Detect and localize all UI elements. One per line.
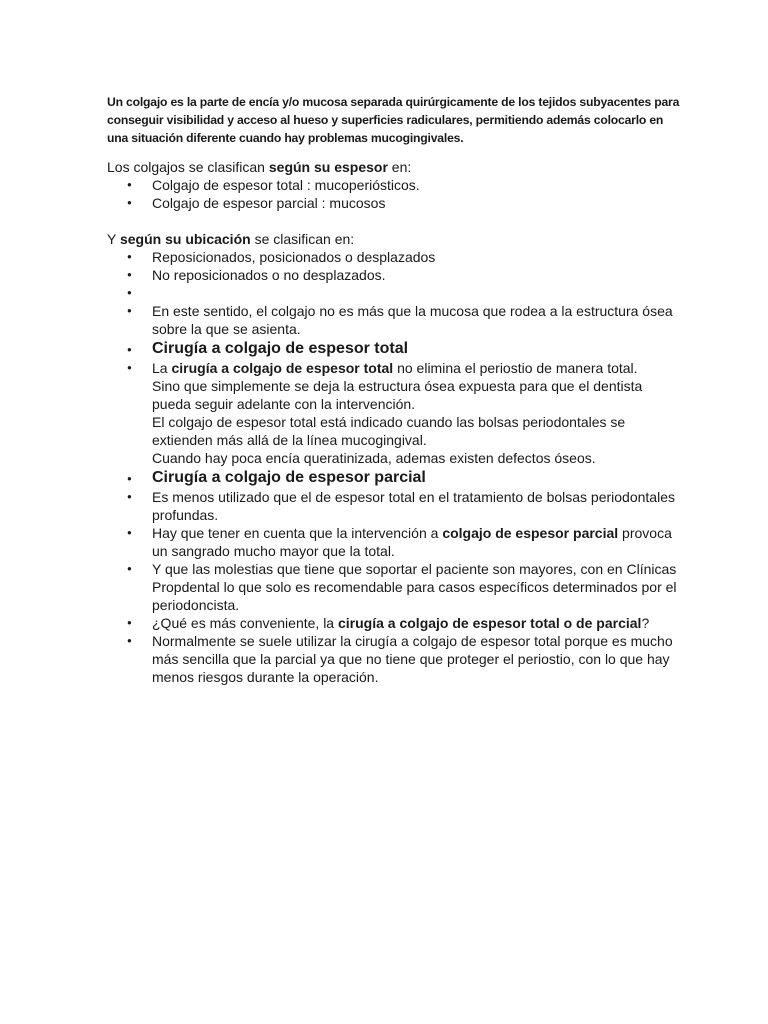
main-list bbox=[107, 248, 677, 686]
total-p4: Cuando hay poca encía queratinizada, ademas existen defectos óseos. bbox=[152, 450, 596, 466]
ubicacion-lead bbox=[107, 230, 354, 248]
total-p3: El colgajo de espesor total está indicado cuando las bolsas periodontales se extienden más allá de la línea mucogingival. bbox=[152, 414, 626, 448]
parcial-item4-post: ? bbox=[641, 615, 650, 631]
total-p1-post: no elimina el periostio de manera total. bbox=[393, 360, 638, 376]
list-item-total-description bbox=[107, 359, 677, 467]
total-p2: Sino que simplemente se deja la estructura ósea expuesta para que el dentista pueda seguir adelante con la intervención. bbox=[152, 378, 643, 412]
parcial-item2-bold: colgajo de espesor parcial bbox=[442, 525, 619, 541]
ubicacion-lead-pre: Y bbox=[107, 231, 120, 247]
total-p1-bold: cirugía a colgajo de espesor total bbox=[171, 360, 394, 376]
list-item bbox=[107, 614, 677, 632]
list-item: ● Colgajo de espesor parcial : mucosos bbox=[107, 194, 677, 212]
espesor-list bbox=[107, 176, 677, 212]
espesor-lead-post: en: bbox=[387, 159, 412, 175]
ubicacion-lead-post: se clasifican en: bbox=[250, 231, 355, 247]
intro-paragraph: Un colgajo es la parte de encía y/o mucosa separada quirúrgicamente de los tejidos subyacentes para conseguir visibilidad y acceso al hueso y superficies radiculares, permitiendo además colocarlo en una situación diferente cuando hay problemas mucogingivales. bbox=[107, 95, 680, 145]
parcial-item2-post: provoca un sangrado mucho mayor que la total. bbox=[152, 525, 672, 559]
espesor-lead-pre: Los colgajos se clasifican bbox=[107, 159, 269, 175]
list-item: ● Colgajo de espesor total : mucoperiósticos. bbox=[107, 176, 677, 194]
parcial-item2-pre: Hay que tener en cuenta que la intervención a bbox=[152, 525, 443, 541]
ubicacion-lead-bold: según su ubicación bbox=[119, 231, 251, 247]
list-item bbox=[107, 524, 677, 560]
list-item: ● Es menos utilizado que el de espesor total en el tratamiento de bolsas periodontales profundas. bbox=[107, 488, 677, 524]
list-item: ● Y que las molestias que tiene que soportar el paciente son mayores, con en Clínicas Propdental lo que solo es recomendable para casos específicos determinados por el periodoncista. bbox=[107, 560, 677, 614]
list-item: ● En este sentido, el colgajo no es más que la mucosa que rodea a la estructura ósea sobre la que se asienta. bbox=[107, 302, 677, 338]
espesor-lead bbox=[107, 158, 411, 176]
espesor-lead-bold: según su espesor bbox=[268, 159, 388, 175]
list-item: ● Reposicionados, posicionados o desplazados bbox=[107, 248, 677, 266]
parcial-item4-bold: cirugía a colgajo de espesor total o de parcial bbox=[338, 615, 642, 631]
parcial-item4-pre: ¿Qué es más conveniente, la bbox=[152, 615, 338, 631]
list-item: ● No reposicionados o no desplazados. bbox=[107, 266, 677, 284]
total-p1-pre: La bbox=[152, 360, 172, 376]
list-item-empty bbox=[107, 284, 677, 302]
section-heading-total: ● Cirugía a colgajo de espesor total bbox=[107, 339, 677, 359]
section-heading-parcial: ● Cirugía a colgajo de espesor parcial bbox=[107, 468, 677, 488]
list-item: ● Normalmente se suele utilizar la cirugía a colgajo de espesor total porque es mucho más sencilla que la parcial ya que no tiene que proteger el periostio, con lo que hay menos riesgos durante la operación. bbox=[107, 632, 677, 686]
